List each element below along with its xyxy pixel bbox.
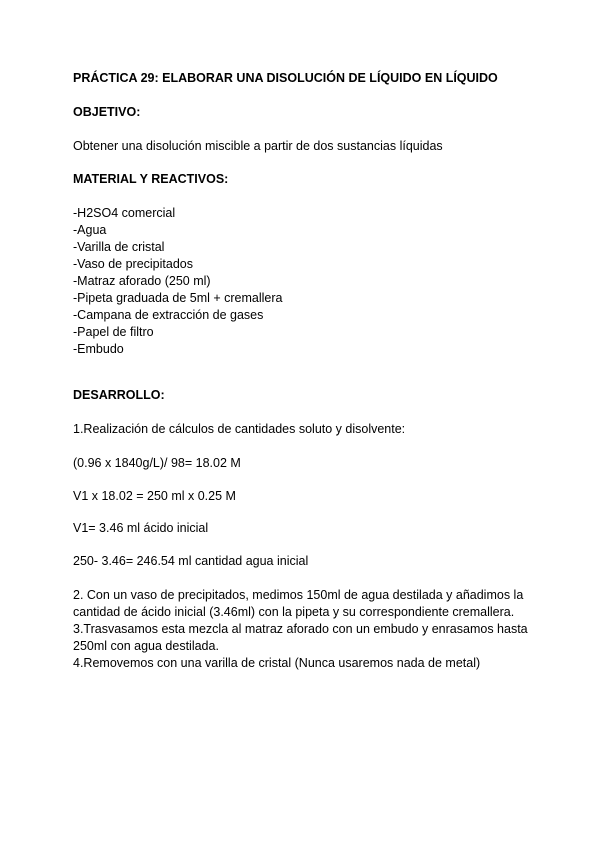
list-item: -Matraz aforado (250 ml): [73, 274, 211, 288]
list-item: -Campana de extracción de gases: [73, 308, 264, 322]
material-list: [73, 205, 283, 358]
calculation-4: 250- 3.46= 246.54 ml cantidad agua inicial: [73, 554, 309, 568]
list-item: -Papel de filtro: [73, 325, 154, 339]
list-item: -Vaso de precipitados: [73, 257, 193, 271]
step-2-line-2: cantidad de ácido inicial (3.46ml) con la pipeta y su correspondiente cremallera.: [73, 605, 515, 619]
step-1-text: 1.Realización de cálculos de cantidades soluto y disolvente:: [73, 422, 406, 436]
desarrollo-heading: DESARROLLO:: [73, 388, 165, 402]
objetivo-text: Obtener una disolución miscible a partir de dos sustancias líquidas: [73, 139, 443, 153]
step-3-line-2: 250ml con agua destilada.: [73, 639, 219, 653]
objetivo-heading: OBJETIVO:: [73, 105, 141, 119]
calculation-1: (0.96 x 1840g/L)/ 98= 18.02 M: [73, 456, 241, 470]
list-item: -Varilla de cristal: [73, 240, 165, 254]
step-4-text: 4.Removemos con una varilla de cristal (Nunca usaremos nada de metal): [73, 656, 481, 670]
calculation-2: V1 x 18.02 = 250 ml x 0.25 M: [73, 489, 236, 503]
step-3-line-1: 3.Trasvasamos esta mezcla al matraz aforado con un embudo y enrasamos hasta: [73, 622, 528, 636]
calculation-3: V1= 3.46 ml ácido inicial: [73, 521, 209, 535]
list-item: -Pipeta graduada de 5ml + cremallera: [73, 291, 283, 305]
material-heading: MATERIAL Y REACTIVOS:: [73, 172, 229, 186]
list-item: -Agua: [73, 223, 107, 237]
document-title: PRÁCTICA 29: ELABORAR UNA DISOLUCIÓN DE LÍQUIDO EN LÍQUIDO: [73, 71, 498, 85]
step-2-line-1: 2. Con un vaso de precipitados, medimos 150ml de agua destilada y añadimos la: [73, 588, 524, 602]
list-item: -H2SO4 comercial: [73, 206, 176, 220]
list-item: -Embudo: [73, 342, 124, 356]
